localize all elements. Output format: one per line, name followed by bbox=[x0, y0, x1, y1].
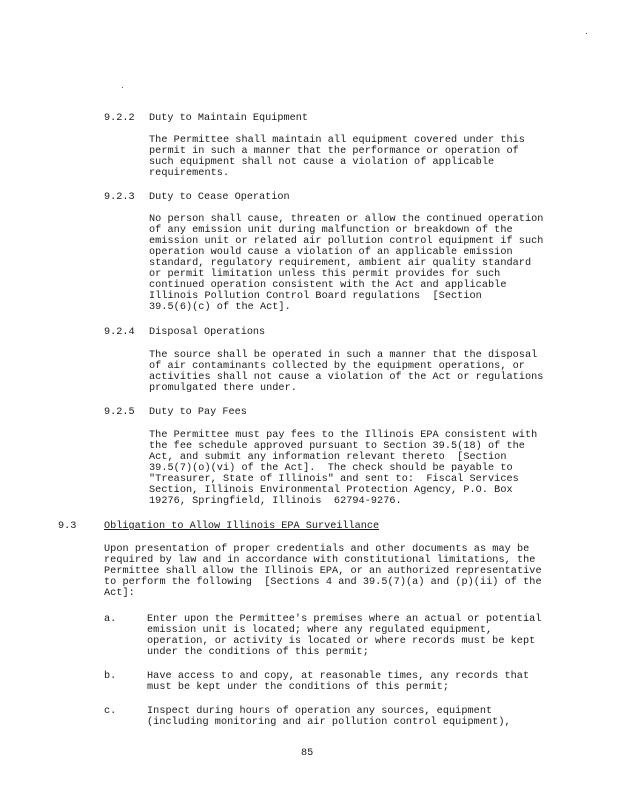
page-number: 85 bbox=[301, 748, 314, 759]
scan-speck bbox=[122, 87, 123, 88]
paragraph-line: Act, and submit any information relevant thereto [Section bbox=[149, 452, 507, 463]
paragraph-line: Act]: bbox=[104, 588, 135, 599]
paragraph-line: such equipment shall not cause a violation of applicable bbox=[149, 157, 495, 168]
paragraph-line: No person shall cause, threaten or allow the continued operation bbox=[149, 214, 544, 225]
section-number: 9.2.5 bbox=[104, 407, 135, 418]
paragraph-line: Section, Illinois Environmental Protection Agency, P.O. Box bbox=[149, 485, 513, 496]
list-item-letter: a. bbox=[104, 614, 117, 625]
paragraph-line: continued operation consistent with the Act and applicable bbox=[149, 280, 507, 291]
paragraph-line: "Treasurer, State of Illinois" and sent to: Fiscal Services bbox=[149, 474, 519, 485]
section-title: Obligation to Allow Illinois EPA Surveillance bbox=[104, 521, 380, 532]
section-number: 9.2.4 bbox=[104, 327, 135, 338]
paragraph-line: operation would cause a violation of an applicable emission bbox=[149, 247, 513, 258]
list-item-line: Have access to and copy, at reasonable times, any records that bbox=[147, 671, 530, 682]
paragraph-line: 19276, Springfield, Illinois 62794-9276. bbox=[149, 496, 402, 507]
paragraph-line: the fee schedule approved pursuant to Section 39.5(18) of the bbox=[149, 441, 525, 452]
paragraph-line: emission unit or related air pollution control equipment if such bbox=[149, 236, 544, 247]
list-item-line: under the conditions of this permit; bbox=[147, 647, 369, 658]
paragraph-line: promulgated there under. bbox=[149, 383, 297, 394]
paragraph-line: standard, regulatory requirement, ambient air quality standard bbox=[149, 258, 532, 269]
paragraph-line: Permittee shall allow the Illinois EPA, or an authorized representative bbox=[104, 566, 542, 577]
paragraph-line: Upon presentation of proper credentials and other documents as may be bbox=[104, 544, 530, 555]
list-item-line: Inspect during hours of operation any sources, equipment bbox=[147, 706, 493, 717]
paragraph-line: activities shall not cause a violation of the Act or regulations bbox=[149, 372, 544, 383]
paragraph-line: The source shall be operated in such a manner that the disposal bbox=[149, 350, 538, 361]
paragraph-line: 39.5(6)(c) of the Act]. bbox=[149, 302, 291, 313]
list-item-line: Enter upon the Permittee's premises where an actual or potential bbox=[147, 614, 542, 625]
paragraph-line: to perform the following [Sections 4 and 39.5(7)(a) and (p)(ii) of the bbox=[104, 577, 542, 588]
paragraph-line: required by law and in accordance with constitutional limitations, the bbox=[104, 555, 536, 566]
list-item-line: emission unit is located; where any regulated equipment, bbox=[147, 625, 493, 636]
list-item-line: must be kept under the conditions of this permit; bbox=[147, 682, 450, 693]
paragraph-line: Illinois Pollution Control Board regulations [Section bbox=[149, 291, 482, 302]
list-item-letter: b. bbox=[104, 671, 117, 682]
paragraph-line: of any emission unit during malfunction or breakdown of the bbox=[149, 225, 513, 236]
section-number: 9.2.2 bbox=[104, 113, 135, 124]
section-number: 9.2.3 bbox=[104, 192, 135, 203]
paragraph-line: The Permittee shall maintain all equipment covered under this bbox=[149, 135, 525, 146]
paragraph-line: or permit limitation unless this permit provides for such bbox=[149, 269, 501, 280]
list-item-letter: c. bbox=[104, 706, 117, 717]
scan-speck bbox=[586, 33, 587, 34]
list-item-line: (including monitoring and air pollution control equipment), bbox=[147, 717, 511, 728]
list-item-line: operation, or activity is located or where records must be kept bbox=[147, 636, 536, 647]
section-number: 9.3 bbox=[58, 521, 77, 532]
section-title: Duty to Pay Fees bbox=[149, 407, 247, 418]
paragraph-line: The Permittee must pay fees to the Illinois EPA consistent with bbox=[149, 430, 538, 441]
paragraph-line: 39.5(7)(o)(vi) of the Act]. The check should be payable to bbox=[149, 463, 513, 474]
section-title: Duty to Maintain Equipment bbox=[149, 113, 308, 124]
paragraph-line: permit in such a manner that the performance or operation of bbox=[149, 146, 519, 157]
section-title: Disposal Operations bbox=[149, 327, 266, 338]
paragraph-line: requirements. bbox=[149, 168, 230, 179]
paragraph-line: of air contaminants collected by the equipment operations, or bbox=[149, 361, 525, 372]
section-title: Duty to Cease Operation bbox=[149, 192, 290, 203]
